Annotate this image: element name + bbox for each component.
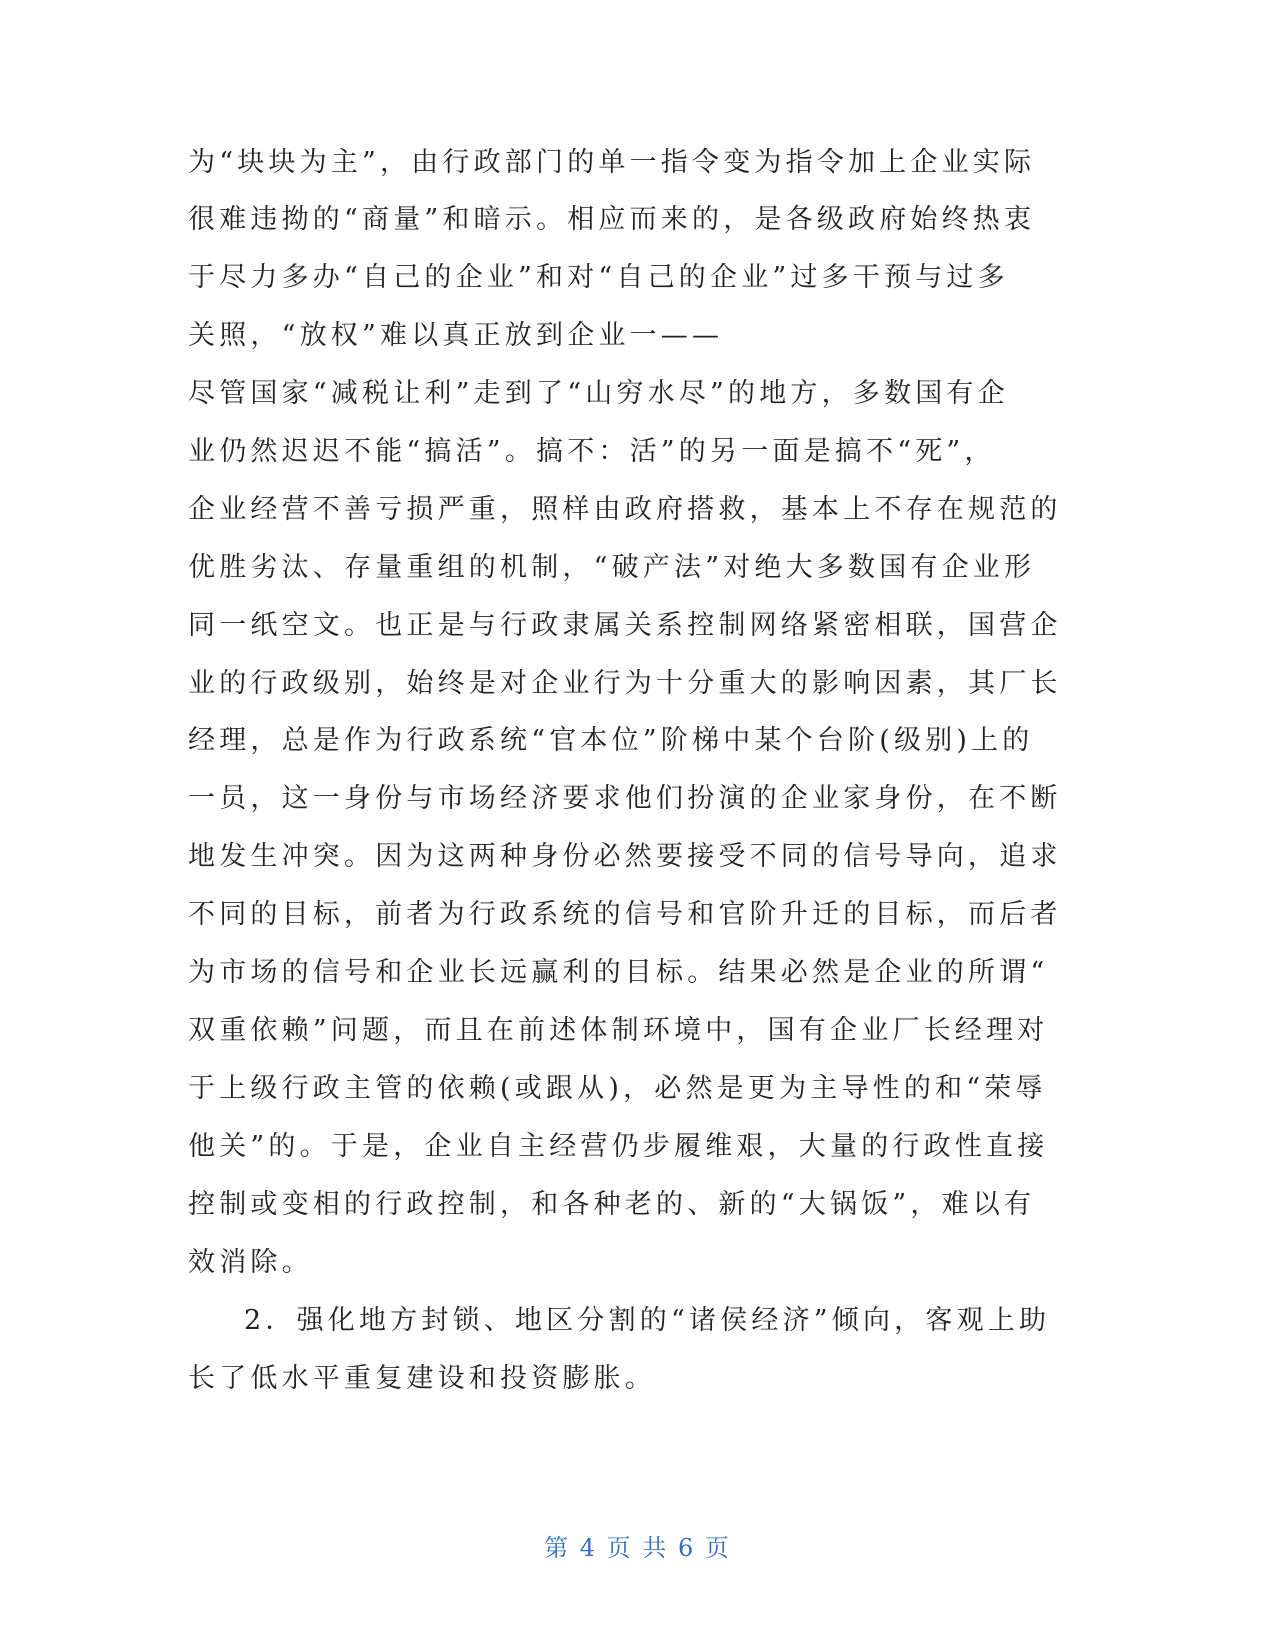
body-text-line: 企业经营不善亏损严重，照样由政府搭救，基本上不存在规范的 <box>188 494 1062 525</box>
body-text-line: 很难违拗的“商量”和暗示。相应而来的，是各级政府始终热衷 <box>188 204 1036 235</box>
body-text-line: 于尽力多办“自己的企业”和对“自己的企业”过多干预与过多 <box>188 262 1009 293</box>
body-text-line: 尽管国家“减税让利”走到了“山穷水尽”的地方，多数国有企 <box>188 378 1009 409</box>
body-text-line: 2．强化地方封锁、地区分割的“诸侯经济”倾向，客观上助 <box>244 1305 1051 1336</box>
body-text-line: 效消除。 <box>188 1247 313 1278</box>
body-text-line: 业仍然迟迟不能“搞活”。搞不：活”的另一面是搞不“死”， <box>188 436 996 467</box>
body-text-line: 双重依赖”问题，而且在前述体制环境中，国有企业厂长经理对 <box>188 1015 1049 1046</box>
body-text-line: 为市场的信号和企业长远赢利的目标。结果必然是企业的所谓“ <box>188 957 1049 988</box>
body-text-line: 不同的目标，前者为行政系统的信号和官阶升迁的目标，而后者 <box>188 899 1062 930</box>
body-text-line: 业的行政级别，始终是对企业行为十分重大的影响因素，其厂长 <box>188 668 1062 699</box>
body-text-line: 为“块块为主”，由行政部门的单一指令变为指令加上企业实际 <box>188 147 1036 178</box>
body-text-line: 一员，这一身份与市场经济要求他们扮演的企业家身份，在不断 <box>188 783 1062 814</box>
body-text-line: 关照，“放权”难以真正放到企业一—— <box>188 320 724 351</box>
body-text-line: 地发生冲突。因为这两种身份必然要接受不同的信号导向，追求 <box>188 841 1062 872</box>
body-text-line: 同一纸空文。也正是与行政隶属关系控制网络紧密相联，国营企 <box>188 610 1062 641</box>
body-text-line: 于上级行政主管的依赖(或跟从)，必然是更为主导性的和“荣辱 <box>188 1073 1047 1104</box>
body-text-line: 控制或变相的行政控制，和各种老的、新的“大锅饭”，难以有 <box>188 1189 1036 1220</box>
body-text-line: 他关”的。于是，企业自主经营仍步履维艰，大量的行政性直接 <box>188 1131 1049 1162</box>
page-number-footer: 第 4 页 共 6 页 <box>544 1534 731 1562</box>
body-text-line: 经理，总是作为行政系统“官本位”阶梯中某个台阶(级别)上的 <box>188 725 1034 756</box>
body-text-line: 长了低水平重复建设和投资膨胀。 <box>188 1363 656 1394</box>
body-text-line: 优胜劣汰、存量重组的机制，“破产法”对绝大多数国有企业形 <box>188 552 1036 583</box>
